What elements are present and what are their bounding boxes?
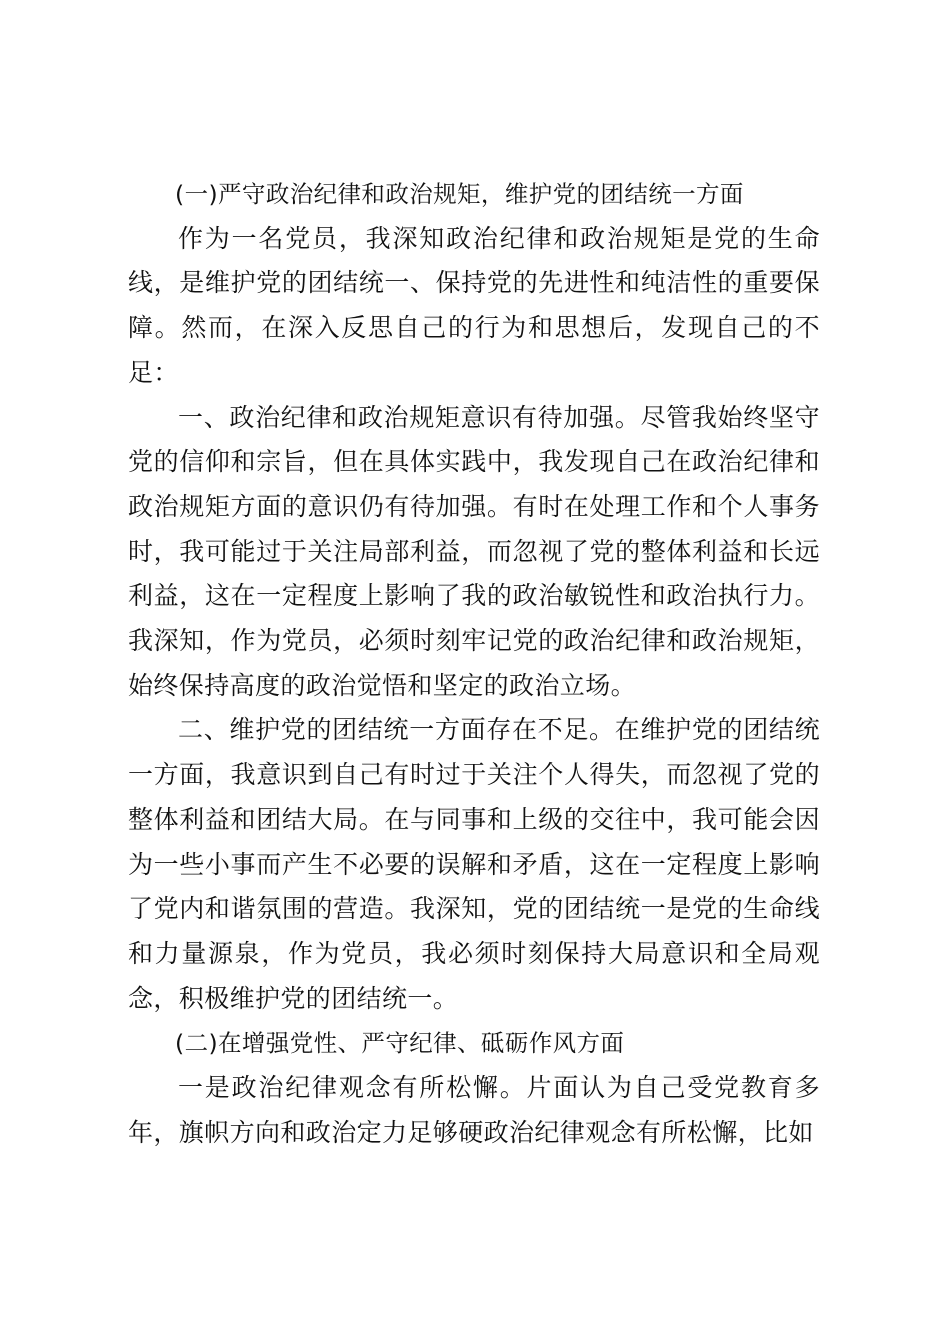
- document-body: [128, 172, 820, 1155]
- point-one-paragraph: 一、政治纪律和政治规矩意识有待加强。尽管我始终坚守党的信仰和宗旨，但在具体实践中，我发现自己在政治纪律和政治规矩方面的意识仍有待加强。有时在处理工作和个人事务时，我可能过于关注局部利益，而忽视了党的整体利益和长远利益，这在一定程度上影响了我的政治敏锐性和政治执行力。我深知，作为党员，必须时刻牢记党的政治纪律和政治规矩，始终保持高度的政治觉悟和坚定的政治立场。: [128, 402, 820, 700]
- intro-paragraph: 作为一名党员，我深知政治纪律和政治规矩是党的生命线，是维护党的团结统一、保持党的先进性和纯洁性的重要保障。然而，在深入反思自己的行为和思想后，发现自己的不足：: [128, 223, 820, 387]
- section-heading-2: (二)在增强党性、严守纪律、砥砺作风方面: [175, 1029, 625, 1058]
- section-heading-1: (一)严守政治纪律和政治规矩，维护党的团结统一方面: [175, 180, 744, 208]
- point-three-paragraph: 一是政治纪律观念有所松懈。片面认为自己受党教育多年，旗帜方向和政治定力足够硬政治纪律观念有所松懈，比如: [128, 1073, 820, 1147]
- point-two-paragraph: 二、维护党的团结统一方面存在不足。在维护党的团结统一方面，我意识到自己有时过于关注个人得失，而忽视了党的整体利益和团结大局。在与同事和上级的交往中，我可能会因为一些小事而产生不必要的误解和矛盾，这在一定程度上影响了党内和谐氛围的营造。我深知，党的团结统一是党的生命线和力量源泉，作为党员，我必须时刻保持大局意识和全局观念，积极维护党的团结统一。: [128, 715, 820, 1013]
